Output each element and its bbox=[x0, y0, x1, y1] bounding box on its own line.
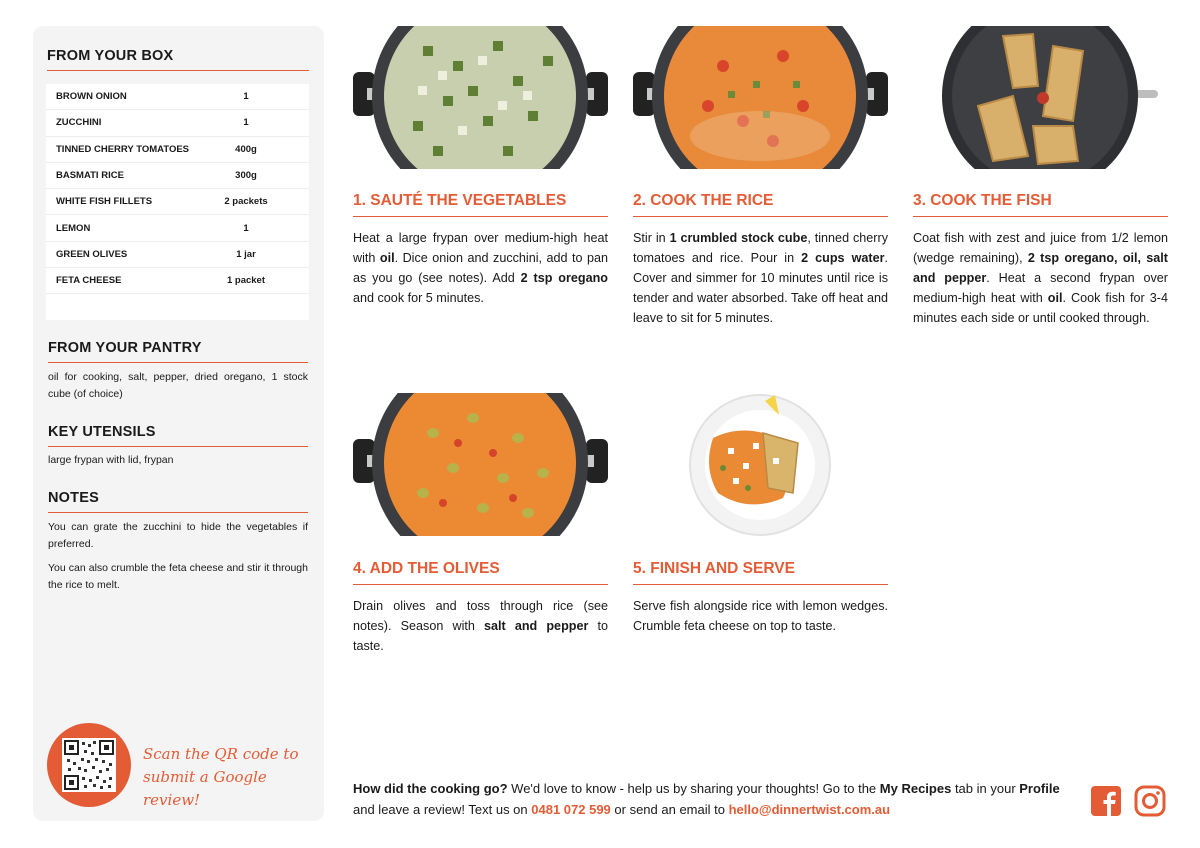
step-2-image bbox=[633, 26, 888, 169]
ingredient-quantity: 1 packet bbox=[226, 275, 266, 287]
instruction-text: to taste. bbox=[353, 619, 608, 653]
ingredient-name: BASMATI RICE bbox=[56, 170, 124, 182]
step-3-text bbox=[913, 228, 1168, 328]
table-row bbox=[46, 189, 309, 215]
footer-bold: My Recipes bbox=[879, 781, 952, 796]
facebook-icon[interactable] bbox=[1090, 785, 1122, 817]
footer-text-segment: and leave a review! Text us on bbox=[353, 802, 532, 817]
instruction-text: , tinned cherry tomatoes and rice. Pour in bbox=[633, 231, 888, 265]
step-5-text bbox=[633, 596, 888, 636]
pantry-text: oil for cooking, salt, pepper, dried oregano, 1 stock cube (of choice) bbox=[48, 371, 308, 400]
step-4-text bbox=[353, 596, 608, 656]
qr-code-icon bbox=[62, 738, 116, 792]
footer-text-segment: or send an email to bbox=[610, 802, 729, 817]
instruction-text: Coat fish with zest and juice from 1/2 lemon (wedge remaining), bbox=[913, 231, 1168, 265]
step-1-text bbox=[353, 228, 608, 308]
bold-ingredient: 1 crumbled stock cube bbox=[669, 231, 808, 245]
ingredient-name: WHITE FISH FILLETS bbox=[56, 196, 153, 208]
instruction-text: . Dice onion and zucchini, add to pan as you go (see notes). Add bbox=[353, 251, 608, 285]
utensils-text: large frypan with lid, frypan bbox=[48, 454, 174, 466]
ingredient-quantity: 1 bbox=[243, 91, 249, 103]
instruction-text: Heat a large frypan over medium-high heat with bbox=[353, 231, 608, 265]
instruction-text: Drain olives and toss through rice (see notes). Season with bbox=[353, 599, 608, 633]
table-row bbox=[46, 163, 309, 189]
instruction-text: Stir in bbox=[633, 231, 670, 245]
footer-bold: How did the cooking go? bbox=[353, 781, 508, 796]
bold-ingredient: salt and pepper bbox=[484, 619, 589, 633]
table-row bbox=[46, 242, 309, 268]
table-row bbox=[46, 215, 309, 241]
step-4-title: 4. ADD THE OLIVES bbox=[353, 560, 608, 585]
instruction-text: . Heat a second frypan over medium-high heat with bbox=[913, 271, 1168, 305]
ingredient-quantity: 400g bbox=[235, 143, 257, 155]
table-row bbox=[46, 84, 309, 110]
ingredient-name: ZUCCHINI bbox=[56, 117, 102, 129]
feedback-footer bbox=[353, 778, 1083, 820]
instruction-text: . Cover and simmer for 10 minutes until rice is tender and water absorbed. Take off heat and leave to sit for 5 minutes. bbox=[633, 251, 888, 325]
ingredient-name: FETA CHEESE bbox=[56, 275, 122, 287]
table-row bbox=[46, 268, 309, 294]
ingredient-name: BROWN ONION bbox=[56, 91, 127, 103]
ingredient-name: TINNED CHERRY TOMATOES bbox=[56, 143, 190, 155]
notes-heading: NOTES bbox=[48, 490, 308, 513]
bold-ingredient: 2 tsp oregano, oil, salt and pepper bbox=[913, 251, 1168, 285]
key-utensils-heading: KEY UTENSILS bbox=[48, 424, 308, 447]
ingredient-quantity: 1 bbox=[243, 222, 249, 234]
box-ingredients-table bbox=[46, 84, 309, 320]
table-row bbox=[46, 110, 309, 136]
table-row bbox=[46, 137, 309, 163]
footer-bold: Profile bbox=[1019, 781, 1060, 796]
footer-contact-link[interactable]: hello@dinnertwist.com.au bbox=[728, 802, 891, 817]
footer-contact-link[interactable]: 0481 072 599 bbox=[531, 802, 611, 817]
bold-ingredient: oil bbox=[379, 251, 395, 265]
note-2: You can also crumble the feta cheese and stir it through the rice to melt. bbox=[48, 562, 308, 591]
bold-ingredient: oil bbox=[1047, 291, 1063, 305]
step-2-title: 2. COOK THE RICE bbox=[633, 192, 888, 217]
instagram-icon[interactable] bbox=[1134, 785, 1166, 817]
step-3-title: 3. COOK THE FISH bbox=[913, 192, 1168, 217]
qr-caption-line-1: Scan the QR code to bbox=[143, 745, 299, 763]
instruction-text: . Cook fish for 3-4 minutes each side or until cooked through. bbox=[913, 291, 1168, 325]
ingredient-quantity: 1 jar bbox=[236, 248, 256, 260]
step-4-image bbox=[353, 393, 608, 536]
instruction-text: and cook for 5 minutes. bbox=[353, 291, 484, 305]
qr-code-badge[interactable] bbox=[47, 723, 131, 807]
footer-text-segment: We'd love to know - help us by sharing your thoughts! Go to the bbox=[507, 781, 880, 796]
step-5-title: 5. FINISH AND SERVE bbox=[633, 560, 888, 585]
step-3-image bbox=[913, 26, 1168, 169]
from-your-pantry-heading: FROM YOUR PANTRY bbox=[48, 340, 308, 363]
ingredient-quantity: 1 bbox=[243, 117, 249, 129]
qr-caption-line-2: submit a Google review! bbox=[143, 768, 267, 809]
note-1: You can grate the zucchini to hide the vegetables if preferred. bbox=[48, 521, 308, 550]
step-5-image bbox=[633, 393, 888, 536]
ingredients-sidebar bbox=[33, 26, 324, 821]
ingredient-quantity: 2 packets bbox=[224, 196, 268, 208]
bold-ingredient: 2 cups water bbox=[801, 251, 885, 265]
step-1-title: 1. SAUTÉ THE VEGETABLES bbox=[353, 192, 608, 217]
ingredient-quantity: 300g bbox=[235, 170, 257, 182]
instruction-text: Serve fish alongside rice with lemon wedges. Crumble feta cheese on top to taste. bbox=[633, 599, 888, 633]
ingredient-name: GREEN OLIVES bbox=[56, 248, 128, 260]
qr-caption bbox=[143, 743, 313, 812]
from-your-box-heading: FROM YOUR BOX bbox=[47, 48, 309, 71]
step-1-image bbox=[353, 26, 608, 169]
footer-text-segment: tab in your bbox=[951, 781, 1020, 796]
step-2-text bbox=[633, 228, 888, 328]
bold-ingredient: 2 tsp oregano bbox=[520, 271, 608, 285]
ingredient-name: LEMON bbox=[56, 222, 91, 234]
